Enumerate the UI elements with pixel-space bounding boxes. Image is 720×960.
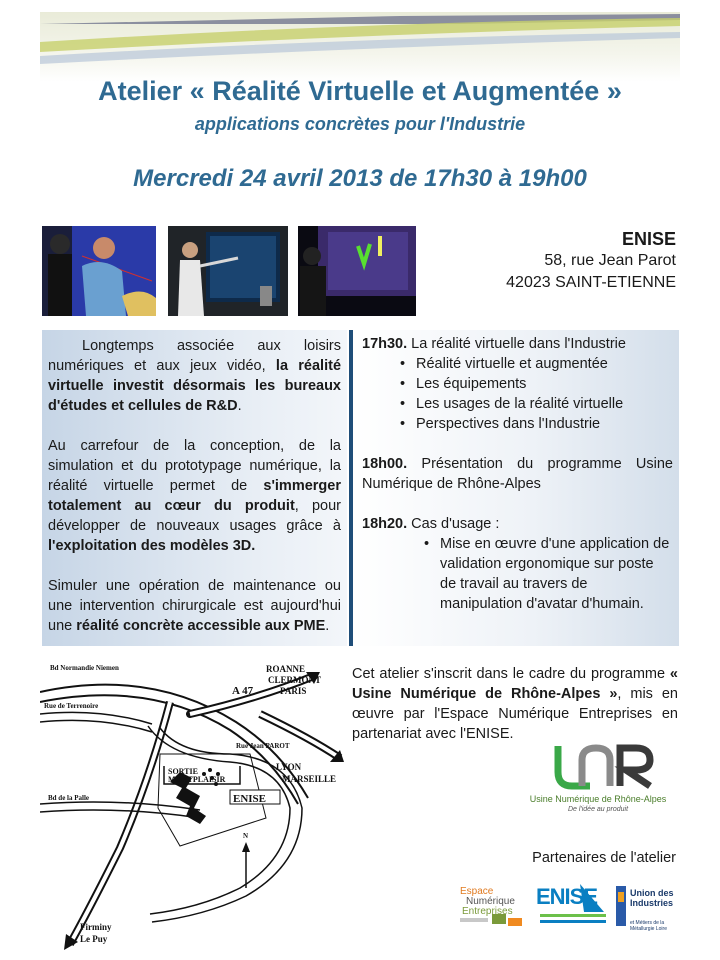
- map-label: A 47: [232, 685, 254, 697]
- topic-item: • Réalité virtuelle et augmentée: [416, 354, 673, 374]
- vr-photo-3: [298, 226, 416, 316]
- partners-label: Partenaires de l'atelier: [532, 850, 676, 866]
- map-label: Rue de Terrenoire: [44, 702, 99, 710]
- enise-logo: ENISE: [534, 882, 610, 930]
- program-session-1: 17h30. La réalité virtuelle dans l'Industrie • Réalité virtuelle et augmentée • Les équipements • Les usages de la réalité virtuelle • Perspectives dans l'Industrie: [362, 334, 673, 434]
- venue-city: 42023 SAINT-ETIENNE: [506, 274, 676, 291]
- venue-street: 58, rue Jean Parot: [544, 252, 676, 269]
- map-label: Rue Jean PAROT: [236, 742, 290, 750]
- topic-item: • Les usages de la réalité virtuelle: [416, 394, 673, 414]
- venue-name: ENISE: [621, 229, 676, 249]
- map-label: Firminy: [80, 922, 112, 932]
- session-3-topics: [362, 534, 673, 614]
- session-1-topics: [362, 354, 673, 434]
- map-label: ENISE: [233, 793, 267, 805]
- unr-name: Usine Numérique de Rhône-Alpes: [529, 794, 667, 804]
- vr-photo-1: [42, 226, 156, 316]
- map-label: LYON: [276, 762, 302, 772]
- vr-photo-2: [168, 226, 288, 316]
- topic-item: • Les équipements: [416, 374, 673, 394]
- map-label: N: [243, 832, 249, 840]
- topic-item: • Mise en œuvre d'une application de validation ergonomique sur poste de travail au travers de manipulation d'avatar d'humain.: [440, 534, 673, 614]
- column-divider: [349, 330, 353, 646]
- topic-item: • Perspectives dans l'Industrie: [416, 414, 673, 434]
- map-label: MARSEILLE: [282, 774, 337, 784]
- map-label: ROANNE: [266, 664, 306, 674]
- event-title: Atelier « Réalité Virtuelle et Augmentée »: [98, 76, 622, 106]
- unr-tagline: De l'idée au produit: [567, 806, 629, 813]
- espace-numerique-entreprises-logo: Espace Numérique Entreprises: [458, 884, 530, 930]
- map-label: SORTIE: [168, 767, 198, 776]
- access-map: [40, 658, 352, 954]
- map-label: PARIS: [280, 686, 307, 696]
- uimm-loire-logo: Union des Industries et Métiers de la Métallurgie Loire: [614, 884, 680, 930]
- program-panel: [354, 330, 679, 646]
- map-label: MONTPLAISIR: [168, 775, 226, 784]
- map-label: CLERMONT: [268, 675, 322, 685]
- event-subtitle: applications concrètes pour l'Industrie: [194, 114, 526, 134]
- header-banner: [40, 12, 680, 82]
- venue-address: [506, 228, 676, 294]
- map-label: Bd Normandie Niemen: [50, 664, 119, 672]
- program-session-3: 18h20. Cas d'usage : • Mise en œuvre d'une application de validation ergonomique sur poste de travail au travers de manipulation d'avatar d'humain.: [362, 514, 673, 614]
- program-session-2: 18h00. Présentation du programme Usine Numérique de Rhône-Alpes: [362, 456, 673, 492]
- intro-paragraph-1: Longtemps associée aux loisirs numériques et aux jeux vidéo, la réalité virtuelle investit désormais les bureaux d'études et cellules de R&D.: [48, 338, 342, 414]
- intro-paragraph-2: Au carrefour de la conception, de la simulation et du prototypage numérique, la réalité virtuelle permet de s'immerger totalement au cœur du produit, pour développer de nouveaux usages grâce à l'exploitation des modèles 3D.: [48, 438, 341, 554]
- intro-panel: [42, 330, 347, 646]
- event-date: Mercredi 24 avril 2013 de 17h30 à 19h00: [133, 165, 587, 192]
- intro-paragraph-3: Simuler une opération de maintenance ou une intervention chirurgicale est aujourd'hui une réalité concrète accessible aux PME.: [48, 578, 341, 634]
- banner-swoosh: [40, 12, 680, 82]
- program-context-text: Cet atelier s'inscrit dans le cadre du programme « Usine Numérique de Rhône-Alpes », mis en œuvre par l'Espace Numérique Entreprises en partenariat avec l'ENISE.: [352, 666, 678, 742]
- map-label: Le Puy: [80, 934, 108, 944]
- map-label: Bd de la Palle: [48, 794, 90, 802]
